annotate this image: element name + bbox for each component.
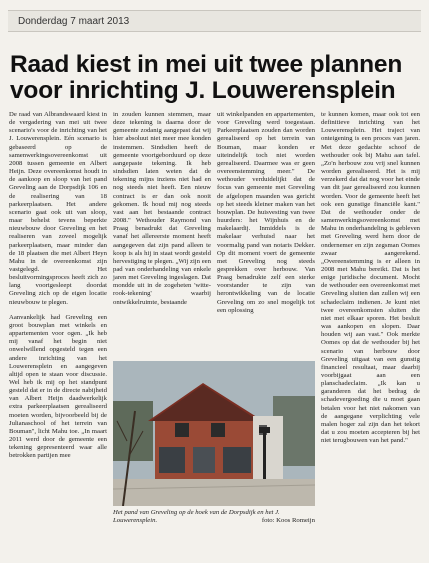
headline-line-1: Raad kiest in mei uit twee plannen xyxy=(10,51,403,78)
headline-line-2: voor inrichting J. Louwerensplein xyxy=(10,77,396,104)
headline xyxy=(10,52,420,104)
column-4-paragraph: te kunnen komen, maar ook tot een definitieve inrichting van het Louwerensplein. Het traject van onteigening is een proces van jaren. Met deze gedachte schoof de wethouder ook bij Mahu aan tafel. „Zo'n herbouw zou vrij snel kunnen worden gerealiseerd. Het is mij verzekerd dat dat nog voor het einde van dit jaar gerealiseerd zou kunnen worden. Voor de gemeente heeft het ook een gunstige financiële kant." Dat de wethouder onder de samenwerkingsovereenkomst met Mahu in onderhandeling is gebleven met Greveling werd hem door de ondernemer en zijn zegsman Oomes zwaar aangerekend. „Overeenstemming is er alleen in 2008 met Mahu bereikt. Dat is het enige juridische document. Mocht de wethouder een overeenkomst met Greveling sluiten dan zullen wij een schadeclaim indienen. Je kunt niet twee overeenkomsten sluiten die niet met elkaar sporen. Het besluit was aankopen en slopen. Daar houden wij aan vast." Ook merkte Oomes op dat de wethouder bij het scenario van herbouw door Greveling uitgaat van een gunstig financieel resultaat, maar daarbij voorbijgaat aan een planschadeclaim. „Ik kan u garanderen dat het bedrag de schadevergoeding die u moet gaan betalen voor het niet nakomen van de aangegane verplichting vele malen hoger zal zijn dan het tekort dat u zou moeten accepteren bij het niet terugbouwen van het pand." xyxy=(321,111,420,445)
column-2-paragraph: in zouden kunnen stemmen, maar deze tekening is daarna door de gemeente zodanig aangepast dat wij hier absoluut niet meer mee konden instemmen. Sindsdien heeft de gemeente voortgeborduurd op deze aangepaste tekening. Ik heb sindsdien laten weten dat de tekening mijns inziens niet had en nog steeds niet heeft. Een nieuw contract is er dan ook nooit gekomen. Ik houd mij nog steeds vast aan het bestaande contract 2008." Wethouder Raymond van Praag benadrukt dat Greveling vanaf het allereerste moment heeft aangegeven dat zijn pand alleen te koop is als hij in staat wordt gesteld hervestiging te plegen. „Wij zijn een pad van onderhandeling van enkele jaren met Greveling ingeslagen. Dat mondde uit in de zogeheten 'witte-rook-tekening' waarbij ontwikkelruimte, bestaande xyxy=(113,111,211,306)
photo-credit: foto: Koos Romeijn xyxy=(261,517,315,525)
caption-text: Het pand van Greveling op de hoek van de Dorpsdijk en het J. Louwerensplein. xyxy=(113,509,280,525)
photo-illustration xyxy=(113,361,315,506)
article-column-1 xyxy=(9,111,107,461)
dateline: Donderdag 7 maart 2013 xyxy=(8,10,421,32)
column-1-paragraph-2: Aanvankelijk had Greveling een groot bouwplan met winkels en appartementen voor ogen. „Ik heb mij vanaf het begin niet onwelwillend opgesteld tegen een andere inrichting van het Louwerensplein en aangegeven altijd open te staan voor discussie. Wel heb ik mij op het standpunt gesteld dat er in de directe nabijheid van Albert Heijn daadwerkelijk extra parkeerplaatsen gerealiseerd moeten worden, bijvoorbeeld bij de Julianaschool of het terrein van Bouman", licht Mahu toe. „In maart 2011 werd door de gemeente een tekening gepresenteerd waar alle betrokken partijen mee xyxy=(9,313,107,460)
article-column-3 xyxy=(217,111,315,315)
photo-caption xyxy=(113,509,315,526)
building-photo xyxy=(113,361,315,506)
article-column-2 xyxy=(113,111,211,307)
article-column-4 xyxy=(321,111,420,445)
column-1-paragraph-1: De raad van Albrandswaard kiest in de vergadering van mei uit twee scenario's voor de inrichting van het J. Louwerensplein. Eén scenario is gebaseerd op de samenwerkingsovereenkomst uit 2008 tussen gemeente en Albert Heijn. Deze overeenkomst houdt in de aankoop en sloop van het pand Greveling aan de Dorpsdijk 106 en de realisering van 18 parkeerplaatsen. Het andere scenario gaat ook uit van sloop, maar behelst tevens beperkte nieuwbouw door Greveling en het realiseren van zoveel mogelijk parkeerplaatsen, maar minder dan de 18 plaatsen die met Albert Heyn Mahu in de overeenkomst zijn vastgelegd. Het besluitvormingsproces heeft zich zo lang voortgesleept doordat Greveling zich op de eigen locatie nieuwbouw te plegen. xyxy=(9,111,107,306)
column-3-paragraph: uit winkelpanden en appartementen, voor Greveling werd toegestaan. Parkeerplaatsen zouden dan worden gerealiseerd op het terrein van Bouman, maar konden er uiteindelijk toch niet worden gerealiseerd. Daarmee was er geen overeenstemming meer." De wethouder verduidelijkt dat de focus van gemeente met Greveling de afgelopen maanden was gericht op het steeds kleiner maken van het bouwplan. De huisvesting van twee huurders: het Wijnhuis en de makelaardij. Inmiddels is de makelaar verhuisd naar het voormalig pand van notaris Dekker. Op dit moment voert de gemeente met Greveling nog steeds gesprekken over herbouw. Van Praag benadrukte zelf een sterke voorstander te zijn van herontwikkeling van de locatie Greveling om zo snel mogelijk tot een oplossing xyxy=(217,111,315,314)
